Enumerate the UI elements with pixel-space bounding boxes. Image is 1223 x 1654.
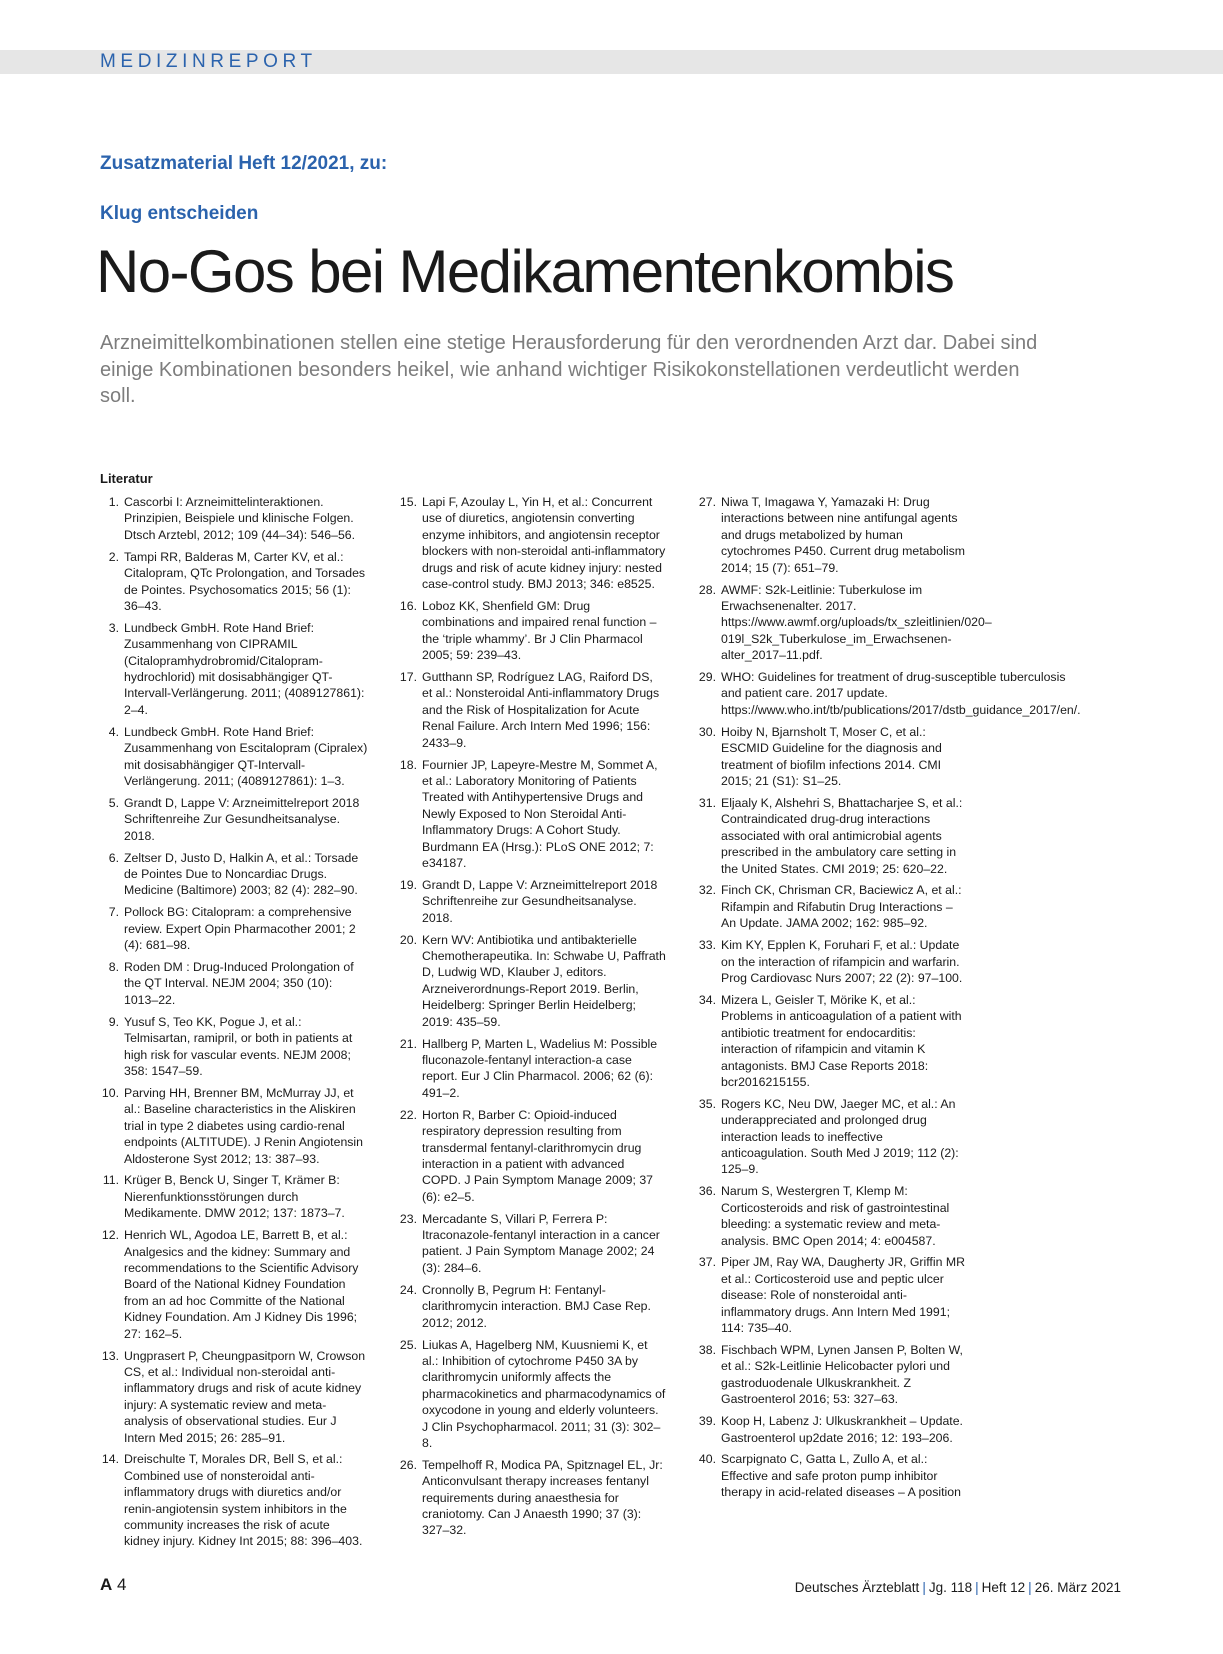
- reference-item: [697, 1183, 965, 1249]
- reference-text: Lapi F, Azoulay L, Yin H, et al.: Concurrent use of diuretics, angiotensin converting enzyme inhibitors, and angiotensin receptor blockers with non-steroidal anti-inflammatory drugs and risk of acute kidney injury: nested case-control study. BMJ 2013; 346: e8525.: [422, 495, 666, 592]
- journal-name: Deutsches Ärzteblatt: [794, 1580, 920, 1595]
- reference-text: Koop H, Labenz J: Ulkuskrankheit – Update. Gastroenterol up2date 2016; 12: 193–206.: [721, 1414, 963, 1445]
- reference-column-3: [697, 494, 1081, 1506]
- reference-number: 17.: [399, 670, 417, 685]
- reference-number: 20.: [399, 932, 417, 947]
- reference-number: 27.: [698, 495, 716, 509]
- reference-item: [398, 1282, 666, 1331]
- reference-item: [398, 1107, 666, 1205]
- reference-item: [697, 494, 965, 576]
- reference-item: [100, 959, 368, 1008]
- reference-text: WHO: Guidelines for treatment of drug-susceptible tuberculosis and patient care. 2017 update. https://www.who.int/tb/publications/2017/dstb_guidance_2017/en/.: [721, 670, 1081, 717]
- reference-text: Lundbeck GmbH. Rote Hand Brief: Zusammenhang von Escitalopram (Cipralex) mit dosisabhängiger QT-Intervall-Verlängerung. 2011; (4089127861): 1–3.: [124, 724, 368, 788]
- article-lead: Arzneimittelkombinationen stellen eine stetige Herausforderung für den verordnenden Arzt dar. Dabei sind einige Kombinationen besonders heikel, wie anhand wichtiger Risikokonstellationen verdeutlicht werden soll.: [100, 332, 1038, 407]
- reference-number: 12.: [101, 1228, 119, 1243]
- reference-item: [398, 598, 666, 664]
- reference-item: [398, 757, 666, 872]
- reference-number: 6.: [108, 850, 119, 865]
- reference-text: Mizera L, Geisler T, Mörike K, et al.: Problems in anticoagulation of a patient with antibiotic treatment for endocarditis: interaction of rifampicin and vitamin K antagonists. BMJ Case Reports 2018: bcr2016215155.: [721, 992, 962, 1089]
- reference-text: Eljaaly K, Alshehri S, Bhattacharjee S, et al.: Contraindicated drug-drug interactions associated with oral antimicrobial agents prescribed in the ambulatory care setting in the United States. CMI 2019; 25: 620–22.: [721, 795, 963, 876]
- reference-number: 37.: [698, 1255, 716, 1270]
- reference-number: 3.: [108, 620, 119, 635]
- reference-text: Gutthann SP, Rodríguez LAG, Raiford DS, et al.: Nonsteroidal Anti-inflammatory Drugs and the Risk of Hospitalization for Acute Renal Failure. Arch Intern Med 1996; 156: 2433–9.: [422, 670, 660, 750]
- reference-item: [100, 1348, 368, 1446]
- reference-number: 19.: [399, 877, 417, 892]
- page-number: [100, 1575, 126, 1595]
- reference-column-2: [398, 494, 666, 1544]
- reference-number: 4.: [108, 724, 119, 739]
- reference-item: [697, 724, 965, 790]
- reference-item: [100, 1227, 368, 1342]
- page-prefix: A: [100, 1575, 113, 1594]
- reference-item: [398, 1457, 666, 1539]
- reference-item: [697, 582, 992, 664]
- reference-number: 35.: [698, 1096, 716, 1111]
- reference-item: [697, 1342, 965, 1408]
- reference-text: Fischbach WPM, Lynen Jansen P, Bolten W, et al.: S2k-Leitlinie Helicobacter pylori und gastroduodenale Ulkuskrankheit. Z Gastroenterol 2016; 53: 327–63.: [721, 1343, 963, 1407]
- reference-text: Cronnolly B, Pegrum H: Fentanyl-clarithromycin interaction. BMJ Case Rep. 2012; 2012.: [422, 1282, 651, 1330]
- reference-number: 16.: [399, 598, 417, 613]
- reference-number: 34.: [698, 992, 716, 1007]
- reference-text: Liukas A, Hagelberg NM, Kuusniemi K, et al.: Inhibition of cytochrome P450 3A by clarithromycin uniformly affects the pharmacokinetics and pharmacodynamics of oxycodone in young and elderly volunteers. J Clin Psychopharmacol. 2011; 31 (3): 302–8.: [422, 1337, 666, 1450]
- reference-number: 36.: [698, 1184, 716, 1199]
- reference-text: Lundbeck GmbH. Rote Hand Brief: Zusammenhang von CIPRAMIL (Citalopramhydrobromid/Citalopram-hydrochlorid) mit dosisabhängiger QT-Intervall-Verlängerung. 2011; (4089127861): 2–4.: [124, 620, 365, 717]
- reference-item: [100, 620, 368, 718]
- reference-item: [697, 669, 1081, 718]
- literature-heading: Literatur: [100, 471, 153, 486]
- reference-item: [398, 669, 666, 751]
- reference-number: 11.: [102, 1173, 119, 1188]
- article-kicker: Klug entscheiden: [100, 203, 259, 224]
- reference-item: [398, 1036, 666, 1102]
- reference-number: 23.: [399, 1211, 417, 1226]
- reference-number: 22.: [399, 1107, 417, 1122]
- reference-number: 38.: [698, 1343, 716, 1357]
- reference-number: 18.: [399, 757, 417, 772]
- reference-text: Pollock BG: Citalopram: a comprehensive review. Expert Opin Pharmacother 2001; 2 (4): 681–98.: [124, 905, 356, 953]
- reference-text: Scarpignato C, Gatta L, Zullo A, et al.: Effective and safe proton pump inhibitor therapy in acid-related diseases – A position: [721, 1452, 961, 1500]
- reference-item: [697, 795, 965, 877]
- reference-number: 21.: [399, 1036, 417, 1051]
- reference-number: 40.: [698, 1452, 716, 1467]
- reference-number: 30.: [698, 724, 716, 739]
- reference-number: 39.: [698, 1414, 716, 1429]
- reference-item: [100, 1172, 368, 1221]
- reference-text: Krüger B, Benck U, Singer T, Krämer B: Nierenfunktionsstörungen durch Medikamente. DMW 2012; 137: 1873–7.: [124, 1173, 345, 1221]
- article-title: No-Gos bei Medikamentenkombis: [96, 238, 954, 305]
- reference-text: Tampi RR, Balderas M, Carter KV, et al.: Citalopram, QTc Prolongation, and Torsades de Pointes. Psychosomatics 2015; 56 (1): 36–43.: [124, 549, 366, 613]
- reference-number: 10.: [101, 1085, 119, 1100]
- reference-text: Zeltser D, Justo D, Halkin A, et al.: Torsade de Pointes Due to Noncardiac Drugs. Medicine (Baltimore) 2003; 82 (4): 282–90.: [124, 850, 359, 898]
- reference-text: Piper JM, Ray WA, Daugherty JR, Griffin MR et al.: Corticosteroid use and peptic ulcer disease: Role of nonsteroidal anti-inflammatory drugs. Ann Intern Med 1991; 114: 735–40.: [721, 1255, 965, 1336]
- reference-text: Tempelhoff R, Modica PA, Spitznagel EL, Jr: Anticonvulsant therapy increases fentanyl requirements during anaesthesia for craniotomy. Can J Anaesth 1990; 37 (3): 327–32.: [422, 1457, 663, 1538]
- reference-item: [100, 724, 368, 790]
- reference-number: 9.: [108, 1014, 119, 1029]
- reference-item: [697, 992, 965, 1090]
- reference-text: Niwa T, Imagawa Y, Yamazaki H: Drug interactions between nine antifungal agents and drugs metabolized by human cytochromes P450. Current drug metabolism 2014; 15 (7): 651–79.: [721, 495, 965, 575]
- supplement-note: Zusatzmaterial Heft 12/2021, zu:: [100, 153, 388, 174]
- reference-text: Cascorbi I: Arzneimittelinteraktionen. Prinzipien, Beispiele und klinische Folgen. Dtsch Arztebl, 2012; 109 (44–34): 546–56.: [124, 495, 356, 542]
- reference-number: 25.: [399, 1337, 417, 1352]
- journal-volume: Jg. 118: [928, 1580, 973, 1595]
- reference-item: [398, 877, 666, 926]
- reference-text: Hallberg P, Marten L, Wadelius M: Possible fluconazole-fentanyl interaction-a case report. Eur J Clin Pharmacol. 2006; 62 (6): 491–2.: [422, 1036, 658, 1100]
- reference-text: Yusuf S, Teo KK, Pogue J, et al.: Telmisartan, ramipril, or both in patients at high risk for vascular events. NEJM 2008; 358: 1547–59.: [124, 1014, 353, 1078]
- reference-item: [100, 1451, 368, 1549]
- reference-item: [697, 1451, 965, 1500]
- reference-item: [697, 882, 965, 931]
- reference-item: [697, 1254, 965, 1336]
- reference-text: Parving HH, Brenner BM, McMurray JJ, et al.: Baseline characteristics in the Aliskiren trial in type 2 diabetes using cardio-renal endpoints (ALTITUDE). J Renin Angiotensin Aldosterone Syst 2012; 13: 387–93.: [124, 1085, 363, 1166]
- reference-item: [697, 1096, 965, 1178]
- reference-text: Horton R, Barber C: Opioid-induced respiratory depression resulting from transdermal fentanyl-clarithromycin drug interaction in a patient with advanced COPD. J Pain Symptom Manage 2009; 37 (6): e2–5.: [422, 1107, 654, 1204]
- journal-footer: [795, 1580, 1121, 1595]
- reference-text: Hoiby N, Bjarnsholt T, Moser C, et al.: ESCMID Guideline for the diagnosis and treatment of biofilm infections 2014. CMI 2015; 21 (S1): S1–25.: [721, 724, 942, 788]
- reference-item: [100, 1014, 368, 1080]
- reference-item: [100, 850, 368, 899]
- reference-item: [697, 937, 965, 986]
- reference-item: [398, 1211, 666, 1277]
- reference-item: [100, 904, 368, 953]
- reference-text: Narum S, Westergren T, Klemp M: Corticosteroids and risk of gastrointestinal bleeding: a systematic review and meta-analysis. BMC Open 2014; 4: e004587.: [721, 1184, 950, 1248]
- reference-number: 33.: [698, 938, 716, 953]
- reference-text: Ungprasert P, Cheungpasitporn W, Crowson CS, et al.: Individual non-steroidal anti-inflammatory drugs and risk of acute kidney injury: A systematic review and meta-analysis of observational studies. Eur J Intern Med 2015; 26: 285–91.: [124, 1348, 366, 1445]
- reference-text: Rogers KC, Neu DW, Jaeger MC, et al.: An underappreciated and prolonged drug interaction leads to ineffective anticoagulation. South Med J 2019; 112 (2): 125–9.: [721, 1096, 959, 1177]
- reference-number: 8.: [108, 960, 119, 975]
- reference-item: [100, 795, 368, 844]
- reference-number: 29.: [698, 670, 716, 685]
- journal-date: 26. März 2021: [1034, 1580, 1121, 1595]
- reference-text: Fournier JP, Lapeyre-Mestre M, Sommet A, et al.: Laboratory Monitoring of Patients Treated with Antihypertensive Drugs and Newly Exposed to Non Steroidal Anti-Inflammatory Drugs: A Cohort Study. Burdmann EA (Hrsg.): PLoS ONE 2012; 7: e34187.: [422, 757, 658, 871]
- reference-text: Henrich WL, Agodoa LE, Barrett B, et al.: Analgesics and the kidney: Summary and recommendations to the Scientific Advisory Board of the National Kidney Foundation from an ad hoc Committe of the National Kidney Foundation. Am J Kidney Dis 1996; 27: 162–5.: [124, 1228, 359, 1341]
- reference-text: Mercadante S, Villari P, Ferrera P: Itraconazole-fentanyl interaction in a cancer patient. J Pain Symptom Manage 2002; 24 (3): 284–6.: [422, 1211, 660, 1275]
- reference-number: 5.: [108, 795, 119, 810]
- reference-text: Kim KY, Epplen K, Foruhari F, et al.: Update on the interaction of rifampicin and warfarin. Prog Cardiovasc Nurs 2007; 22 (2): 97–100.: [721, 938, 963, 985]
- reference-number: 2.: [108, 549, 119, 564]
- reference-text: Dreischulte T, Morales DR, Bell S, et al.: Combined use of nonsteroidal anti-inflammatory drugs with diuretics and/or renin-angiotensin system inhibitors in the community increases the risk of acute kidney injury. Kidney Int 2015; 88: 396–403.: [124, 1452, 363, 1549]
- footer-separator: |: [1028, 1580, 1032, 1595]
- reference-item: [100, 494, 368, 543]
- reference-number: 26.: [399, 1457, 417, 1472]
- section-label: MEDIZINREPORT: [100, 51, 317, 72]
- reference-text: AWMF: S2k-Leitlinie: Tuberkulose im Erwachsenenalter. 2017. https://www.awmf.org/uploads/tx_szleitlinien/020–019l_S2k_Tuberkulose_im_Erwachsenen-alter_2017–11.pdf.: [721, 582, 992, 663]
- reference-item: [100, 549, 368, 615]
- reference-column-1: [100, 494, 368, 1555]
- reference-item: [398, 1337, 666, 1452]
- journal-issue: Heft 12: [981, 1580, 1026, 1595]
- reference-text: Kern WV: Antibiotika und antibakterielle Chemotherapeutika. In: Schwabe U, Paffrath D, Ludwig WD, Klauber J, editors. Arzneiverordnungs-Report 2019. Berlin, Heidelberg: Springer Berlin Heidelberg; 2019: 435–59.: [422, 932, 666, 1029]
- reference-item: [398, 494, 666, 592]
- reference-text: Grandt D, Lappe V: Arzneimittelreport 2018 Schriftenreihe zur Gesundheitsanalyse. 2018.: [422, 877, 658, 925]
- footer-separator: |: [922, 1580, 926, 1595]
- reference-number: 13.: [101, 1348, 119, 1363]
- reference-item: [100, 1085, 368, 1167]
- reference-text: Roden DM : Drug-Induced Prolongation of the QT Interval. NEJM 2004; 350 (10): 1013–22.: [124, 960, 354, 1007]
- reference-number: 28.: [698, 582, 716, 597]
- reference-number: 31.: [698, 795, 716, 810]
- reference-item: [398, 932, 666, 1030]
- reference-item: [697, 1413, 965, 1446]
- reference-number: 1.: [108, 495, 119, 509]
- reference-number: 24.: [399, 1282, 417, 1297]
- reference-text: Grandt D, Lappe V: Arzneimittelreport 2018 Schriftenreihe Zur Gesundheitsanalyse. 2018.: [124, 795, 360, 843]
- page-number-value: 4: [117, 1575, 127, 1594]
- reference-number: 15.: [399, 495, 417, 509]
- reference-text: Loboz KK, Shenfield GM: Drug combinations and impaired renal function – the ‘triple whammy’. Br J Clin Pharmacol 2005; 59: 239–43.: [422, 598, 657, 663]
- reference-number: 7.: [108, 905, 119, 920]
- reference-number: 14.: [101, 1452, 119, 1467]
- reference-number: 32.: [698, 883, 716, 898]
- reference-text: Finch CK, Chrisman CR, Baciewicz A, et al.: Rifampin and Rifabutin Drug Interactions – An Update. JAMA 2002; 162: 985–92.: [721, 883, 962, 931]
- footer-separator: |: [975, 1580, 979, 1595]
